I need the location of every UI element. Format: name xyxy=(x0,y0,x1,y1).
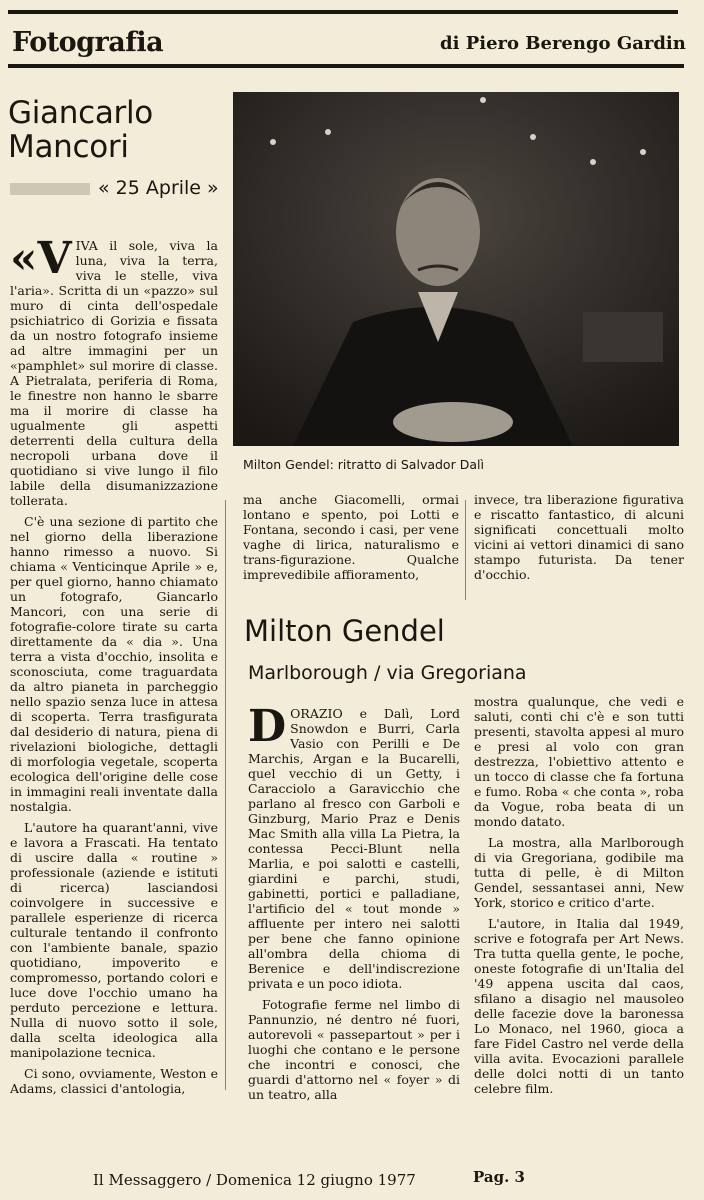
article1-column2-continuation xyxy=(243,492,459,588)
article2-paragraph2: Fotografie ferme nel limbo di Pannunzio, né dentro né fuori, autorevoli « passepartout » per i luoghi che contano e le persone che incontri e conosci, che guardi d'attorno nel « foyer » di un teatro, alla xyxy=(248,997,460,1102)
article2-paragraph1-text: ORAZIO e Dalì, Lord Snowdon e Burri, Carla Vasio con Perilli e De Marchis, Argan e la Bucarelli, quel vecchio di un Getty, i Caracciolo a Garavicchio che parlano al fresco con Garboli e Ginzburg, Mario Praz e Denis Mac Smith alla villa La Pietra, la contessa Pecci-Blunt nella Marlia, e poi salotti e castelli, giardini e parchi, studi, gabinetti, portici e palladiane, l'artificio del « tout monde » affluente per intero nei salotti per bene che fanno opinione all'ombra della chioma di Berenice e dell'indiscrezione privata e un poco idiota. xyxy=(248,706,460,991)
article2-paragraph5: L'autore, in Italia dal 1949, scrive e fotografa per Art News. Tra tutta quella gente, le poche, oneste fotografie di un'Italia del '49 appena uscita dal caos, sfilano a disagio nel mausoleo delle facezie dove la baronessa Lo Monaco, nel 1960, gioca a fare Fidel Castro nel verde della villa avita. Evocazioni parallele delle dolci notti di un tanto celebre film. xyxy=(474,916,684,1096)
article2-paragraph1 xyxy=(248,701,460,991)
article2-dropcap: D xyxy=(248,701,287,752)
top-rule xyxy=(8,10,678,14)
article2-paragraph4: La mostra, alla Marlborough di via Gregoriana, godibile ma tutta di pelle, è di Milton Gendel, sessantasei anni, New York, storico e critico d'arte. xyxy=(474,835,684,910)
article1-paragraph1 xyxy=(10,233,218,508)
article2-column2 xyxy=(248,701,460,1108)
article1-dropcap: «V xyxy=(10,233,72,284)
footer-paper-date: Il Messaggero / Domenica 12 giugno 1977 xyxy=(93,1171,416,1189)
column-rule-2 xyxy=(465,500,466,600)
article1-name-line1: Giancarlo xyxy=(8,95,153,131)
column-rule-1 xyxy=(225,500,226,1090)
article1-show-title-text: « 25 Aprile » xyxy=(98,177,219,199)
smudge-mark xyxy=(10,183,90,195)
article1-show-title xyxy=(10,177,219,199)
article1-paragraph3: L'autore ha quarant'anni, vive e lavora a Frascati. Ha tentato di uscire dalla « routine » professionale (aziende e istituti di ricerca) lasciandosi coinvolgere in successive e parallele esperienze di ricerca culturale tentando il confronto con l'ambiente banale, spazio quotidiano, impoverito e compromesso, portando colori e luce dove l'occhio umano ha perduto percezione e lettura. Nulla di nuovo sotto il sole, dalla scelta ideologica alla manipolazione tecnica. xyxy=(10,820,218,1060)
footer-page-number: Pag. 3 xyxy=(473,1168,525,1186)
article1-cont-col2: ma anche Giacomelli, ormai lontano e spento, poi Lotti e Fontana, secondo i casi, per vene vaghe di lirica, naturalismo e trans-figurazione. Qualche imprevedibile affioramento, xyxy=(243,492,459,582)
dali-photo xyxy=(233,92,679,446)
article1-paragraph4: Ci sono, ovviamente, Weston e Adams, classici d'antologia, xyxy=(10,1066,218,1096)
article2-title: Milton Gendel xyxy=(244,614,445,648)
article1-paragraph2: C'è una sezione di partito che nel giorno della liberazione hanno rimesso a nuovo. Si chiama « Venticinque Aprile » e, per quel giorno, hanno chiamato un fotografo, Giancarlo Mancori, con una serie di fotografie-colore tirate su carta direttamente da « dia ». Una terra a vista d'occhio, insolita e sconosciuta, come traguardata da altro pianeta in parcheggio nello spazio senza luce in attesa di scoperta. Terra trasfigurata dal desiderio di natura, piena di rivelazioni biologiche, dettagli di morfologia vegetale, scoperta ecologica dell'origine delle cose in immagini reali inventate dalla nostalgia. xyxy=(10,514,218,814)
article1-name-line2: Mancori xyxy=(8,129,129,165)
article1-column3-continuation xyxy=(474,492,684,588)
article2-column3 xyxy=(474,694,684,1102)
article2-subtitle: Marlborough / via Gregoriana xyxy=(248,662,527,684)
article1-name xyxy=(8,96,153,164)
portrait-illustration xyxy=(233,92,679,446)
article1-column1 xyxy=(10,233,218,1102)
header-rule xyxy=(8,64,684,68)
article1-paragraph1-text: IVA il sole, viva la luna, viva la terra, viva le stelle, viva l'aria». Scritta di un «pazzo» sul muro di cinta dell'ospedale psichiatrico di Gorizia e fissata da un nostro fotografo insieme ad altre immagini per un «pamphlet» sul morire di classe. A Pietralata, periferia di Roma, le finestre non hanno le sbarre ma il morire di classe ha ugualmente gli aspetti deterrenti della cultura della necropoli urbana dove il quotidiano si vive lungo il filo labile della disumanizzazione tollerata. xyxy=(10,238,218,508)
section-title: Fotografia xyxy=(12,27,164,58)
photo-caption: Milton Gendel: ritratto di Salvador Dalì xyxy=(243,457,484,472)
byline: di Piero Berengo Gardin xyxy=(440,33,686,54)
article2-paragraph3: mostra qualunque, che vedi e saluti, conti chi c'è e son tutti presenti, stavolta appesi al muro e presi al volo con gran destrezza, l'obiettivo attento e un tocco di classe che fa fortuna e fumo. Roba « che conta », roba da Vogue, roba beata di un mondo datato. xyxy=(474,694,684,829)
article1-cont-col3: invece, tra liberazione figurativa e riscatto fantastico, di alcuni significati concettuali molto vicini ai vettori dinamici di sano stampo futurista. Da tener d'occhio. xyxy=(474,492,684,582)
